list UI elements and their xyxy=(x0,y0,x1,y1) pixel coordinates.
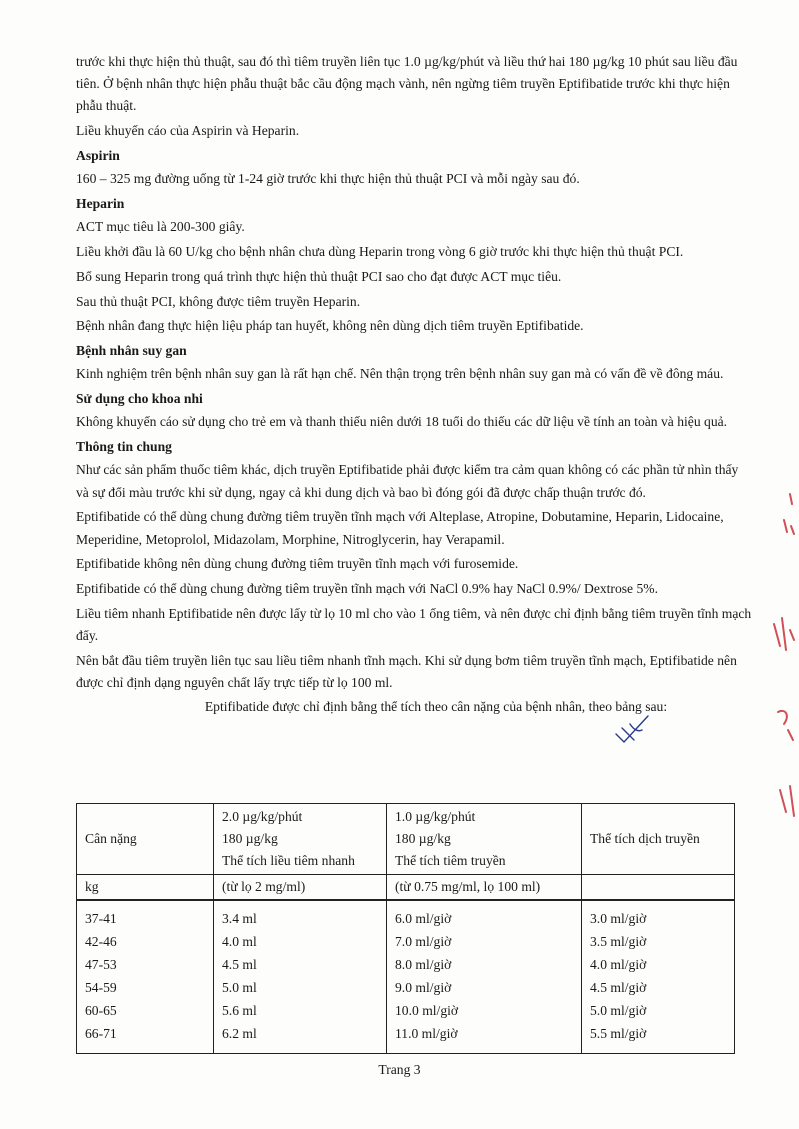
stamp-edge-mark-icon xyxy=(760,490,799,820)
cell-bolus: 5.6 ml xyxy=(214,999,387,1022)
header-bolus-rate: 2.0 µg/kg/phút xyxy=(222,809,303,824)
table-row xyxy=(77,900,735,930)
table-row xyxy=(77,953,735,976)
cell-infusion: 6.0 ml/giờ xyxy=(387,900,582,930)
table-caption: Eptifibatide được chỉ định bằng thể tích theo cân nặng của bệnh nhân, theo bảng sau: xyxy=(204,698,668,714)
table-row xyxy=(77,930,735,953)
cell-fluid: 4.5 ml/giờ xyxy=(582,976,735,999)
heading-pediatric: Sử dụng cho khoa nhi xyxy=(76,391,203,407)
cell-weight: 54-59 xyxy=(77,976,214,999)
header-bolus-volume: Thể tích liều tiêm nhanh xyxy=(222,853,355,868)
cell-infusion: 8.0 ml/giờ xyxy=(387,953,582,976)
cell-bolus: 4.0 ml xyxy=(214,930,387,953)
paragraph-general-infusion: Nên bắt đầu tiêm truyền liên tục sau liều tiêm nhanh tĩnh mạch. Khi sử dụng bơm tiêm truyền tĩnh mạch, Eptifibatide nên được chỉ định dạng nguyên chất lấy trực tiếp từ lọ 100 ml. xyxy=(76,652,737,691)
unit-cell: kg xyxy=(77,875,214,901)
table-unit-row xyxy=(77,875,735,901)
cell-infusion: 11.0 ml/giờ xyxy=(387,1022,582,1054)
table-row xyxy=(77,976,735,999)
paragraph-general-furosemide: Eptifibatide không nên dùng chung đường tiêm truyền tĩnh mạch với furosemide. xyxy=(76,556,519,572)
paragraph-liver: Kinh nghiệm trên bệnh nhân suy gan là rất hạn chế. Nên thận trọng trên bệnh nhân suy gan mà có vấn đề về đông máu. xyxy=(76,366,724,382)
unit-cell: (từ lọ 2 mg/ml) xyxy=(214,875,387,901)
handwritten-mark-icon xyxy=(612,712,652,752)
heading-liver: Bệnh nhân suy gan xyxy=(76,343,187,359)
table-row xyxy=(77,999,735,1022)
paragraph-heparin-after: Sau thủ thuật PCI, không được tiêm truyền Heparin. xyxy=(76,293,361,309)
cell-infusion: 9.0 ml/giờ xyxy=(387,976,582,999)
header-weight: Cân nặng xyxy=(77,804,214,875)
paragraph-general-nacl: Eptifibatide có thể dùng chung đường tiêm truyền tĩnh mạch với NaCl 0.9% hay NaCl 0.9%/ Dextrose 5%. xyxy=(76,581,658,597)
cell-weight: 47-53 xyxy=(77,953,214,976)
paragraph-heparin-thrombolytic: Bệnh nhân đang thực hiện liệu pháp tan huyết, không nên dùng dịch tiêm truyền Eptifibatide. xyxy=(76,318,584,334)
header-bolus-dose: 180 µg/kg xyxy=(222,831,278,846)
paragraph-recommended-dose: Liều khuyến cáo của Aspirin và Heparin. xyxy=(76,123,300,139)
header-infusion xyxy=(387,804,582,875)
cell-weight: 66-71 xyxy=(77,1022,214,1054)
cell-fluid: 3.0 ml/giờ xyxy=(582,900,735,930)
cell-bolus: 5.0 ml xyxy=(214,976,387,999)
paragraph-pediatric: Không khuyến cáo sử dụng cho trẻ em và thanh thiếu niên dưới 18 tuổi do thiếu các dữ liệu về tính an toàn và hiệu quả. xyxy=(76,414,728,430)
cell-bolus: 3.4 ml xyxy=(214,900,387,930)
cell-bolus: 4.5 ml xyxy=(214,953,387,976)
paragraph-general-compatible: Eptifibatide có thể dùng chung đường tiêm truyền tĩnh mạch với Alteplase, Atropine, Dobutamine, Heparin, Lidocaine, Meperidine, Metoprolol, Midazolam, Morphine, Nitroglycerin, hay Verapamil. xyxy=(76,509,724,547)
header-fluid-volume: Thể tích dịch truyền xyxy=(582,804,735,875)
cell-bolus: 6.2 ml xyxy=(214,1022,387,1054)
cell-weight: 37-41 xyxy=(77,900,214,930)
paragraph-heparin-act: ACT mục tiêu là 200-300 giây. xyxy=(76,219,245,235)
paragraph-heparin-supplement: Bổ sung Heparin trong quá trình thực hiện thủ thuật PCI sao cho đạt được ACT mục tiêu. xyxy=(76,268,562,284)
cell-fluid: 5.5 ml/giờ xyxy=(582,1022,735,1054)
cell-infusion: 7.0 ml/giờ xyxy=(387,930,582,953)
unit-cell xyxy=(582,875,735,901)
dose-table xyxy=(76,803,735,1054)
header-bolus xyxy=(214,804,387,875)
paragraph-dosing-continuation: trước khi thực hiện thủ thuật, sau đó thì tiêm truyền liên tục 1.0 µg/kg/phút và liều thứ hai 180 µg/kg 10 phút sau liều đầu tiên. Ở bệnh nhân thực hiện phẫu thuật bắc cầu động mạch vành, nên ngừng tiêm truyền Eptifibatide trước khi thực hiện phẫu thuật. xyxy=(76,54,738,114)
paragraph-general-inspection: Như các sản phẩm thuốc tiêm khác, dịch truyền Eptifibatide phải được kiểm tra cảm quan không có các phần tử nhìn thấy và sự đổi màu trước khi sử dụng, ngay cả khi dung dịch và bao bì đóng gói đã được chấp thuận trước đó. xyxy=(76,462,739,500)
header-infusion-dose: 180 µg/kg xyxy=(395,831,451,846)
page-number: Trang 3 xyxy=(378,1062,421,1077)
cell-fluid: 3.5 ml/giờ xyxy=(582,930,735,953)
header-infusion-rate: 1.0 µg/kg/phút xyxy=(395,809,476,824)
table-header-row xyxy=(77,804,735,875)
table-row xyxy=(77,1022,735,1054)
paragraph-general-bolus: Liều tiêm nhanh Eptifibatide nên được lấy từ lọ 10 ml cho vào 1 ống tiêm, và nên được chỉ định bằng tiêm truyền tĩnh mạch đẩy. xyxy=(76,605,752,644)
document-body xyxy=(76,51,752,718)
cell-fluid: 5.0 ml/giờ xyxy=(582,999,735,1022)
cell-infusion: 10.0 ml/giờ xyxy=(387,999,582,1022)
cell-fluid: 4.0 ml/giờ xyxy=(582,953,735,976)
cell-weight: 42-46 xyxy=(77,930,214,953)
paragraph-aspirin: 160 – 325 mg đường uống từ 1-24 giờ trước khi thực hiện thủ thuật PCI và mỗi ngày sau đó. xyxy=(76,171,580,187)
heading-heparin: Heparin xyxy=(76,196,125,211)
paragraph-heparin-initial: Liều khởi đầu là 60 U/kg cho bệnh nhân chưa dùng Heparin trong vòng 6 giờ trước khi thực hiện thủ thuật PCI. xyxy=(76,244,684,259)
unit-cell: (từ 0.75 mg/ml, lọ 100 ml) xyxy=(387,875,582,901)
header-infusion-volume: Thể tích tiêm truyền xyxy=(395,853,506,868)
cell-weight: 60-65 xyxy=(77,999,214,1022)
heading-general: Thông tin chung xyxy=(76,439,172,455)
heading-aspirin: Aspirin xyxy=(76,148,120,163)
